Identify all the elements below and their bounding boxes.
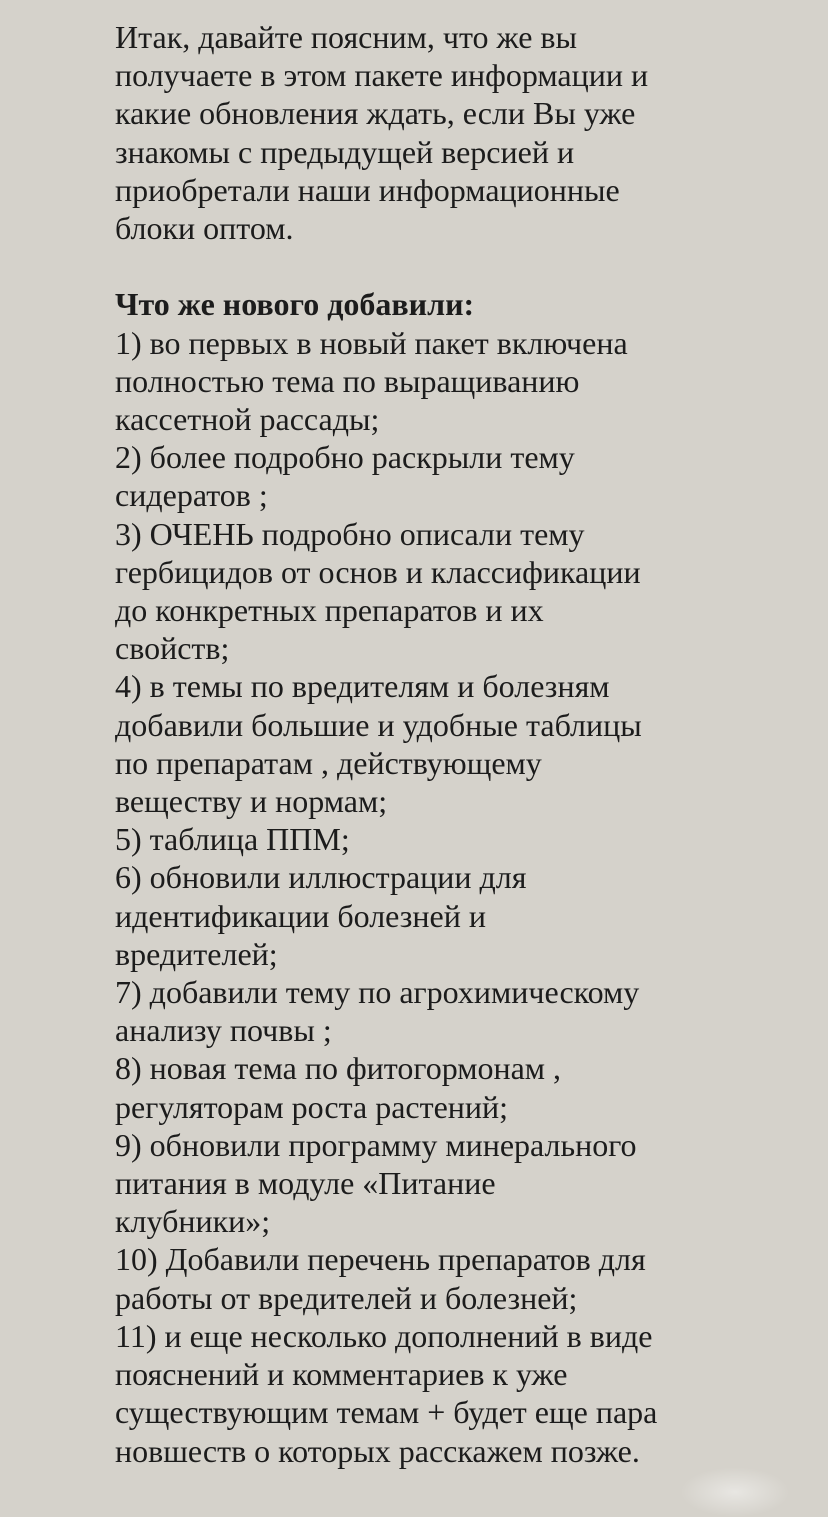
intro-line: получаете в этом пакете информации и xyxy=(115,57,649,94)
list-item-line: кассетной рассады; xyxy=(115,401,380,438)
intro-line: Итак, давайте поясним, что же вы xyxy=(115,19,578,55)
list-item-line: веществу и нормам; xyxy=(115,783,388,820)
list-item-line: 11) и еще несколько дополнений в виде xyxy=(115,1317,653,1354)
updates-section xyxy=(115,285,815,1469)
section-heading: Что же нового добавили: xyxy=(115,286,475,323)
list-item-line: работы от вредителей и болезней; xyxy=(115,1279,578,1316)
list-item-line: пояснений и комментариев к уже xyxy=(115,1356,568,1393)
intro-line: блоки оптом. xyxy=(115,210,294,247)
list-item-line: питания в модуле «Питание xyxy=(115,1165,496,1202)
list-item-line: 9) обновили программу минерального xyxy=(115,1126,637,1163)
intro-line: какие обновления ждать, если Вы уже xyxy=(115,95,636,132)
list-item-line: 5) таблица ППМ; xyxy=(115,821,350,858)
list-item-line: добавили большие и удобные таблицы xyxy=(115,706,642,743)
intro-paragraph xyxy=(115,18,815,247)
list-item-line: клубники»; xyxy=(115,1203,271,1240)
list-item-line: до конкретных препаратов и их xyxy=(115,592,544,629)
list-item-line: 10) Добавили перечень препаратов для xyxy=(115,1241,646,1278)
list-item-line: гербицидов от основ и классификации xyxy=(115,553,641,590)
list-item-line: 7) добавили тему по агрохимическому xyxy=(115,974,640,1011)
intro-line: приобретали наши информационные xyxy=(115,171,620,208)
list-item-line: 1) во первых в новый пакет включена xyxy=(115,324,628,361)
list-item-line: 4) в темы по вредителям и болезням xyxy=(115,668,610,705)
list-item-line: 2) более подробно раскрыли тему xyxy=(115,439,575,476)
list-item-line: существующим темам + будет еще пара xyxy=(115,1394,658,1431)
list-item-line: по препаратам , действующему xyxy=(115,744,542,781)
list-item-line: вредителей; xyxy=(115,935,278,972)
list-item-line: новшеств о которых расскажем позже. xyxy=(115,1432,640,1469)
list-item-line: сидератов ; xyxy=(115,477,268,514)
article-text xyxy=(115,18,815,1470)
list-item-line: 8) новая тема по фитогормонам , xyxy=(115,1050,562,1087)
list-item-line: анализу почвы ; xyxy=(115,1012,332,1049)
list-item-line: полностью тема по выращиванию xyxy=(115,362,580,399)
intro-line: знакомы с предыдущей версией и xyxy=(115,133,575,170)
scroll-shadow xyxy=(680,1467,790,1517)
list-item-line: свойств; xyxy=(115,630,230,667)
list-item-line: 3) ОЧЕНЬ подробно описали тему xyxy=(115,515,585,552)
paragraph-gap xyxy=(115,247,815,285)
list-item-line: идентификации болезней и xyxy=(115,897,486,934)
list-item-line: 6) обновили иллюстрации для xyxy=(115,859,527,896)
list-item-line: регуляторам роста растений; xyxy=(115,1088,509,1125)
